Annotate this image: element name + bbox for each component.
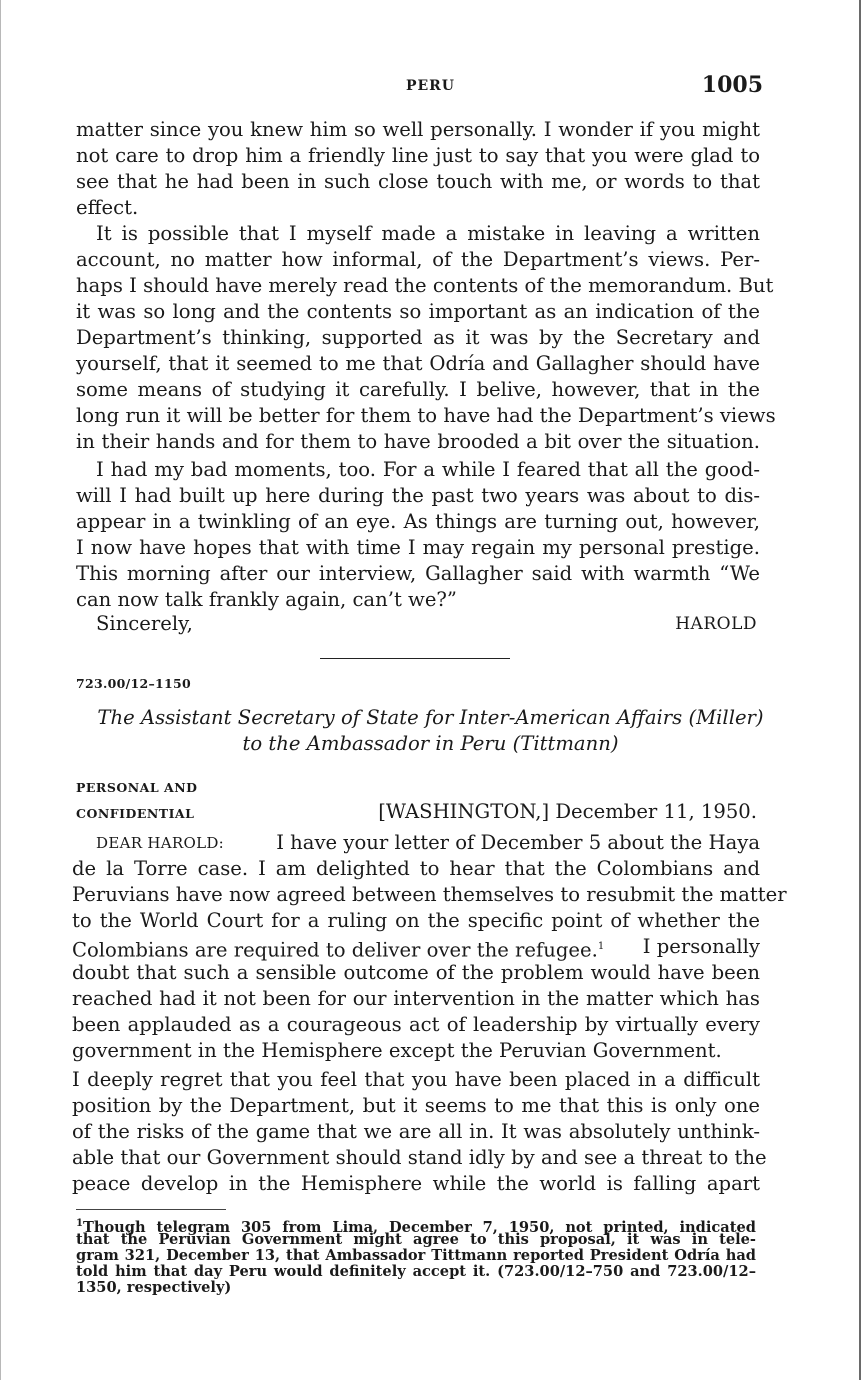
- document-title-line: The Assistant Secretary of State for Inter-American Affairs (Miller): [97, 706, 764, 729]
- body-line: of the risks of the game that we are all in. It was absolutely unthink-: [72, 1120, 760, 1143]
- file-number: 723.00/12–1150: [76, 676, 192, 691]
- body-line: account, no matter how informal, of the Department’s views. Per-: [76, 248, 760, 271]
- body-line: long run it will be better for them to have had the Department’s views: [76, 404, 776, 427]
- body-line: position by the Department, but it seems to me that this is only one: [72, 1094, 760, 1117]
- body-line: I deeply regret that you feel that you have been placed in a difficult: [72, 1068, 760, 1091]
- body-line: haps I should have merely read the contents of the memorandum. But: [76, 274, 774, 297]
- body-line: government in the Hemisphere except the Peruvian Government.: [72, 1039, 722, 1062]
- body-line: some means of studying it carefully. I belive, however, that in the: [76, 378, 760, 401]
- footnote-line: gram 321, December 13, that Ambassador Tittmann reported President Odría had: [76, 1247, 756, 1264]
- body-line: de la Torre case. I am delighted to hear that the Colombians and: [72, 857, 760, 880]
- footnote-divider: [76, 1209, 226, 1210]
- body-line: yourself, that it seemed to me that Odría and Gallagher should have: [76, 352, 760, 375]
- body-line: matter since you knew him so well personally. I wonder if you might: [76, 118, 760, 141]
- classification-label: PERSONAL AND: [76, 780, 198, 795]
- salutation: DEAR HAROLD:: [96, 834, 225, 852]
- footnote-line: told him that day Peru would definitely accept it. (723.00/12–750 and 723.00/12–: [76, 1263, 756, 1280]
- body-line: in their hands and for them to have brooded a bit over the situation.: [76, 430, 760, 453]
- body-line: see that he had been in such close touch with me, or words to that: [76, 170, 760, 193]
- body-line: effect.: [76, 196, 139, 219]
- running-title: PERU: [405, 78, 456, 94]
- body-line: not care to drop him a friendly line just to say that you were glad to: [76, 144, 760, 167]
- body-line: Peruvians have now agreed between themselves to resubmit the matter: [72, 883, 787, 906]
- page-number: 1005: [701, 72, 763, 98]
- signature: HAROLD: [675, 614, 757, 634]
- body-line: it was so long and the contents so important as an indication of the: [76, 300, 760, 323]
- body-line: will I had built up here during the past two years was about to dis-: [76, 484, 760, 507]
- footnote-line: 1350, respectively): [76, 1279, 232, 1296]
- body-line: Department’s thinking, supported as it was by the Secretary and: [76, 326, 760, 349]
- body-line: It is possible that I myself made a mistake in leaving a written: [96, 222, 760, 245]
- body-line: been applauded as a courageous act of leadership by virtually every: [72, 1013, 760, 1036]
- footnote-marker: 1: [597, 941, 605, 952]
- body-line: can now talk frankly again, can’t we?”: [76, 588, 457, 611]
- document-title-line: to the Ambassador in Peru (Tittmann): [242, 732, 619, 755]
- body-line: doubt that such a sensible outcome of the problem would have been: [72, 961, 760, 984]
- footnote-number: 1: [76, 1218, 83, 1229]
- running-header: [0, 72, 861, 102]
- body-line: peace develop in the Hemisphere while the world is falling apart: [72, 1172, 760, 1195]
- body-line: appear in a twinkling of an eye. As things are turning out, however,: [76, 510, 760, 533]
- body-line: This morning after our interview, Gallagher said with warmth “We: [76, 562, 760, 585]
- body-line: able that our Government should stand idly by and see a threat to the: [72, 1146, 767, 1169]
- body-line-part: Colombians are required to deliver over the refugee.$^1$: [72, 938, 605, 962]
- body-line: to the World Court for a ruling on the specific point of whether the: [72, 909, 760, 932]
- body-line-part: I personally: [642, 935, 760, 958]
- footnote-line: that the Peruvian Government might agree to this proposal, it was in tele-: [76, 1231, 756, 1248]
- body-line: reached had it not been for our intervention in the matter which has: [72, 987, 760, 1010]
- salutation-line: [96, 830, 760, 856]
- body-line: I had my bad moments, too. For a while I feared that all the good-: [96, 458, 760, 481]
- classification-label: CONFIDENTIAL: [76, 806, 195, 821]
- body-line: I now have hopes that with time I may regain my personal prestige.: [76, 536, 760, 559]
- scan-edge-left: [0, 0, 1, 1380]
- dateline: [WASHINGTON,] December 11, 1950.: [378, 800, 757, 823]
- closing: Sincerely,: [96, 612, 193, 635]
- body-line-start: I have your letter of December 5 about the Haya: [276, 831, 760, 854]
- footnote-line: $^1$Though telegram 305 from Lima, December 7, 1950, not printed, indicated: [76, 1218, 756, 1236]
- section-divider: [320, 658, 510, 659]
